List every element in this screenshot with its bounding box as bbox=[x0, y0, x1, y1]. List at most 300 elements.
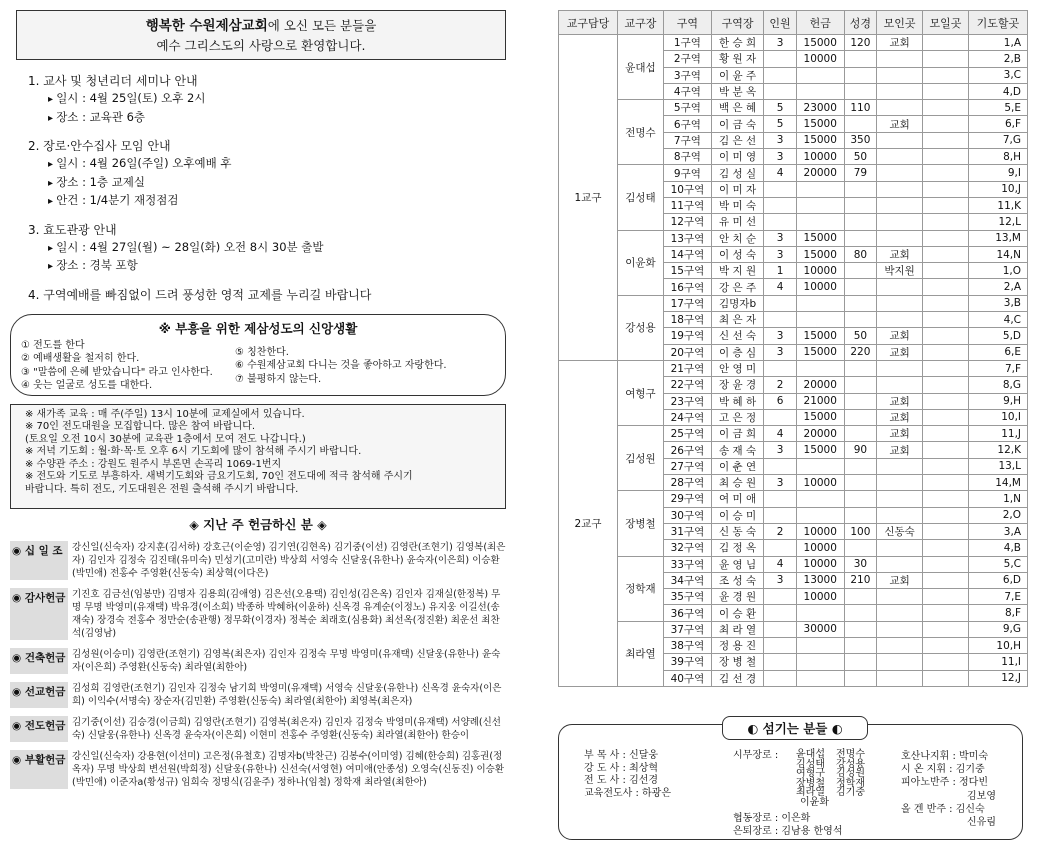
donor-category: ◉ 부활헌금 bbox=[10, 750, 68, 789]
notice-detail: ▸ 장소 : 경북 포항 bbox=[28, 257, 522, 276]
table-cell: 이 성 숙 bbox=[711, 246, 763, 262]
table-cell: 신 동 숙 bbox=[711, 523, 763, 539]
table-cell: 4,B bbox=[968, 540, 1027, 556]
table-cell: 16구역 bbox=[663, 279, 711, 295]
table-cell bbox=[923, 621, 969, 637]
table-cell: 50 bbox=[844, 328, 877, 344]
donor-row bbox=[10, 682, 506, 708]
table-cell: 13,L bbox=[968, 458, 1027, 474]
table-cell: 교회 bbox=[877, 328, 923, 344]
table-cell bbox=[923, 165, 969, 181]
table-cell bbox=[764, 605, 797, 621]
parish-leader: 윤대섭 bbox=[618, 35, 664, 100]
elder-name: 장병철 bbox=[796, 777, 825, 789]
table-cell: 이 승 환 bbox=[711, 605, 763, 621]
table-cell bbox=[796, 670, 844, 686]
table-cell: 이 승 미 bbox=[711, 507, 763, 523]
table-cell bbox=[844, 295, 877, 311]
table-row bbox=[559, 491, 1028, 507]
table-cell bbox=[844, 458, 877, 474]
table-cell: 31구역 bbox=[663, 523, 711, 539]
leader-line: 부 목 사 : 신달웅 bbox=[584, 750, 659, 761]
leader-line: 은퇴장로 : 김남용 한영석 bbox=[733, 826, 843, 837]
table-cell: 15000 bbox=[796, 132, 844, 148]
table-cell: 14구역 bbox=[663, 246, 711, 262]
table-cell: 4구역 bbox=[663, 83, 711, 99]
table-cell bbox=[923, 409, 969, 425]
leader-line: 시 온 지휘 : 김기중 bbox=[901, 764, 985, 776]
table-cell: 유 미 선 bbox=[711, 214, 763, 230]
table-cell: 15000 bbox=[796, 409, 844, 425]
table-cell: 30 bbox=[844, 556, 877, 572]
faith-left-list bbox=[21, 339, 213, 393]
table-cell bbox=[764, 654, 797, 670]
table-cell: 15000 bbox=[796, 328, 844, 344]
table-cell: 최 은 자 bbox=[711, 312, 763, 328]
table-cell: 28구역 bbox=[663, 475, 711, 491]
table-cell bbox=[844, 409, 877, 425]
table-cell bbox=[877, 654, 923, 670]
table-cell: 교회 bbox=[877, 116, 923, 132]
table-cell: 8구역 bbox=[663, 149, 711, 165]
table-cell bbox=[844, 491, 877, 507]
table-cell: 3 bbox=[764, 35, 797, 51]
table-cell: 2,A bbox=[968, 279, 1027, 295]
table-cell bbox=[877, 377, 923, 393]
table-cell bbox=[877, 100, 923, 116]
table-cell bbox=[877, 475, 923, 491]
table-cell: 50 bbox=[844, 149, 877, 165]
table-cell bbox=[877, 230, 923, 246]
table-cell: 14,N bbox=[968, 246, 1027, 262]
table-cell: 80 bbox=[844, 246, 877, 262]
notice-detail: ▸ 일시 : 4월 26일(주일) 오후예배 후 bbox=[28, 155, 522, 174]
table-cell bbox=[877, 295, 923, 311]
table-cell: 3 bbox=[764, 344, 797, 360]
table-cell bbox=[796, 637, 844, 653]
leader-line: 협동장로 : 이은화 bbox=[733, 813, 811, 824]
notice-detail: ▸ 일시 : 4월 27일(월) ~ 28일(화) 오전 8시 30분 출발 bbox=[28, 239, 522, 258]
donor-category: ◉ 건축헌금 bbox=[10, 648, 68, 674]
table-row bbox=[559, 165, 1028, 181]
table-cell: 10구역 bbox=[663, 181, 711, 197]
table-row bbox=[559, 556, 1028, 572]
table-cell bbox=[877, 491, 923, 507]
leaders-elders-extra bbox=[800, 797, 829, 810]
table-cell bbox=[796, 458, 844, 474]
table-cell: 20000 bbox=[796, 165, 844, 181]
table-cell: 5 bbox=[764, 100, 797, 116]
table-cell bbox=[764, 295, 797, 311]
column-header: 교구장 bbox=[618, 11, 664, 35]
table-cell bbox=[844, 312, 877, 328]
table-cell bbox=[844, 654, 877, 670]
table-cell: 10,I bbox=[968, 409, 1027, 425]
table-cell: 15000 bbox=[796, 344, 844, 360]
donor-names: 김기중(이선) 김승경(이금희) 김영란(조현기) 김영복(최은자) 김인자 김정숙 박영미(유재택) 서양례(신선숙) 신달웅(유한나) 신옥경 윤숙자(이은희) 이현미 전홍수 주영환(신동숙) 최라열(최한아) 한승이 bbox=[72, 716, 501, 741]
table-cell: 6 bbox=[764, 393, 797, 409]
table-cell: 22구역 bbox=[663, 377, 711, 393]
table-cell bbox=[764, 589, 797, 605]
column-header: 교구담당 bbox=[559, 11, 618, 35]
table-cell bbox=[877, 214, 923, 230]
table-cell: 2구역 bbox=[663, 51, 711, 67]
church-name: 행복한 수원제삼교회 bbox=[145, 18, 268, 34]
table-cell bbox=[877, 621, 923, 637]
table-cell: 여 미 애 bbox=[711, 491, 763, 507]
table-cell bbox=[877, 637, 923, 653]
leader-line: 올 겐 반주 : 김신숙 bbox=[901, 803, 985, 815]
table-cell: 교회 bbox=[877, 426, 923, 442]
table-cell bbox=[764, 540, 797, 556]
table-cell bbox=[877, 589, 923, 605]
table-cell bbox=[844, 475, 877, 491]
table-cell: 3 bbox=[764, 475, 797, 491]
table-cell bbox=[923, 328, 969, 344]
leaders-elders-label: 시무장로 : bbox=[733, 750, 779, 761]
table-cell bbox=[764, 181, 797, 197]
parish-leader: 김성태 bbox=[618, 165, 664, 230]
table-cell: 13000 bbox=[796, 572, 844, 588]
table-cell: 김 선 경 bbox=[711, 670, 763, 686]
table-cell: 8,H bbox=[968, 149, 1027, 165]
leaders-music bbox=[901, 750, 996, 829]
leader-line: 신유림 bbox=[967, 817, 996, 829]
table-cell bbox=[877, 197, 923, 213]
table-cell: 10,J bbox=[968, 181, 1027, 197]
table-cell bbox=[796, 214, 844, 230]
table-cell: 최 라 열 bbox=[711, 621, 763, 637]
table-cell: 27구역 bbox=[663, 458, 711, 474]
table-cell: 4,D bbox=[968, 83, 1027, 99]
table-cell: 38구역 bbox=[663, 637, 711, 653]
table-cell: 9,G bbox=[968, 621, 1027, 637]
elder-name: 김성원 bbox=[836, 768, 865, 779]
table-cell: 7,E bbox=[968, 589, 1027, 605]
table-cell: 12구역 bbox=[663, 214, 711, 230]
table-cell bbox=[923, 197, 969, 213]
parish-leader: 이윤화 bbox=[618, 230, 664, 295]
table-cell bbox=[923, 605, 969, 621]
table-cell bbox=[844, 605, 877, 621]
faith-right-list bbox=[235, 346, 447, 387]
table-cell: 25구역 bbox=[663, 426, 711, 442]
table-cell bbox=[764, 507, 797, 523]
table-cell bbox=[844, 621, 877, 637]
table-cell bbox=[844, 426, 877, 442]
donor-category: ◉ 감사헌금 bbox=[10, 588, 68, 640]
table-cell: 교회 bbox=[877, 442, 923, 458]
table-cell: 3구역 bbox=[663, 67, 711, 83]
table-row bbox=[559, 621, 1028, 637]
parish-name: 2교구 bbox=[559, 360, 618, 686]
table-cell bbox=[796, 507, 844, 523]
faith-title: ※ 부흥을 위한 제삼성도의 신앙생활 bbox=[158, 320, 358, 336]
table-cell: 한 승 희 bbox=[711, 35, 763, 51]
table-cell bbox=[764, 621, 797, 637]
table-cell: 신 선 숙 bbox=[711, 328, 763, 344]
table-cell: 10000 bbox=[796, 149, 844, 165]
table-cell bbox=[877, 67, 923, 83]
notice-title: 3. 효도관광 안내 bbox=[28, 222, 117, 237]
table-cell: 6,E bbox=[968, 344, 1027, 360]
table-cell bbox=[877, 556, 923, 572]
table-cell: 120 bbox=[844, 35, 877, 51]
table-cell bbox=[844, 230, 877, 246]
table-cell bbox=[796, 360, 844, 376]
table-cell bbox=[764, 83, 797, 99]
table-cell bbox=[877, 279, 923, 295]
table-cell: 5,D bbox=[968, 328, 1027, 344]
donor-row bbox=[10, 750, 506, 789]
table-cell: 15구역 bbox=[663, 263, 711, 279]
notice-detail: ▸ 장소 : 1층 교제실 bbox=[28, 174, 522, 193]
table-cell: 고 은 정 bbox=[711, 409, 763, 425]
table-cell: 15000 bbox=[796, 116, 844, 132]
notice-detail: ▸ 일시 : 4월 25일(토) 오후 2시 bbox=[28, 90, 522, 109]
donor-row bbox=[10, 541, 506, 580]
table-cell bbox=[844, 540, 877, 556]
table-cell: 20000 bbox=[796, 377, 844, 393]
parish-leader: 여형구 bbox=[618, 360, 664, 425]
table-cell bbox=[764, 360, 797, 376]
leaders-pastors bbox=[584, 750, 671, 800]
faith-rule: ① 전도를 한다 bbox=[21, 339, 85, 351]
table-cell: 11,I bbox=[968, 654, 1027, 670]
column-header: 모인곳 bbox=[877, 11, 923, 35]
donors-list bbox=[10, 541, 506, 789]
table-cell: 안 치 순 bbox=[711, 230, 763, 246]
donor-category: ◉ 십 일 조 bbox=[10, 541, 68, 580]
table-cell: 1구역 bbox=[663, 35, 711, 51]
table-cell bbox=[923, 51, 969, 67]
table-cell: 송 재 숙 bbox=[711, 442, 763, 458]
parish-leader: 정학재 bbox=[618, 556, 664, 621]
table-cell: 6,D bbox=[968, 572, 1027, 588]
table-cell bbox=[764, 197, 797, 213]
table-cell bbox=[796, 605, 844, 621]
table-cell: 110 bbox=[844, 100, 877, 116]
table-cell bbox=[923, 360, 969, 376]
table-cell: 9,I bbox=[968, 165, 1027, 181]
table-cell: 8,G bbox=[968, 377, 1027, 393]
table-cell: 10,H bbox=[968, 637, 1027, 653]
table-cell: 26구역 bbox=[663, 442, 711, 458]
donor-names: 김성희 김영란(조현기) 김인자 김정숙 남기희 박영미(유재택) 서영숙 신달웅(유한나) 신옥경 윤숙자(이은희) 이익수(서명숙) 장순자(김민환) 주영환(신동숙) 최라열(최한아) 최영복(최은자) bbox=[72, 682, 502, 707]
table-cell: 3 bbox=[764, 442, 797, 458]
table-cell bbox=[844, 116, 877, 132]
table-cell: 3 bbox=[764, 149, 797, 165]
table-cell bbox=[923, 312, 969, 328]
table-cell: 박 혜 하 bbox=[711, 393, 763, 409]
table-cell: 윤 영 님 bbox=[711, 556, 763, 572]
table-cell: 8,F bbox=[968, 605, 1027, 621]
table-cell bbox=[923, 670, 969, 686]
table-cell bbox=[877, 181, 923, 197]
parish-leader: 장병철 bbox=[618, 491, 664, 556]
elder-name: 전명수 bbox=[836, 749, 865, 760]
table-cell: 교회 bbox=[877, 344, 923, 360]
announcement-line: (토요일 오전 10시 30분에 교육관 1층에서 모여 전도 나갑니다.) bbox=[25, 433, 306, 445]
table-cell bbox=[844, 263, 877, 279]
table-cell bbox=[764, 67, 797, 83]
table-cell: 5,C bbox=[968, 556, 1027, 572]
elder-name: 김기중 bbox=[836, 787, 865, 798]
notice-item bbox=[28, 72, 522, 127]
parish-leader: 전명수 bbox=[618, 100, 664, 165]
column-header: 구역 bbox=[663, 11, 711, 35]
table-cell bbox=[877, 458, 923, 474]
table-cell: 4 bbox=[764, 279, 797, 295]
table-cell: 박 분 옥 bbox=[711, 83, 763, 99]
table-cell bbox=[923, 523, 969, 539]
table-cell bbox=[764, 670, 797, 686]
table-cell bbox=[844, 393, 877, 409]
table-cell: 210 bbox=[844, 572, 877, 588]
welcome-banner bbox=[16, 10, 506, 60]
notice-title: 2. 장로·안수집사 모임 안내 bbox=[28, 139, 171, 153]
table-cell: 2,B bbox=[968, 51, 1027, 67]
table-cell bbox=[923, 100, 969, 116]
leaders-title: ◐ 섬기는 분들 ◐ bbox=[722, 716, 868, 740]
table-cell bbox=[796, 83, 844, 99]
faith-life-box bbox=[10, 314, 506, 396]
table-cell bbox=[923, 507, 969, 523]
table-cell: 교회 bbox=[877, 246, 923, 262]
table-cell: 5 bbox=[764, 116, 797, 132]
table-cell bbox=[923, 572, 969, 588]
table-cell bbox=[877, 165, 923, 181]
table-cell: 20구역 bbox=[663, 344, 711, 360]
table-cell: 5,E bbox=[968, 100, 1027, 116]
table-cell bbox=[923, 393, 969, 409]
elder-name: 김성태 bbox=[796, 758, 825, 770]
table-cell: 이 미 자 bbox=[711, 181, 763, 197]
table-cell bbox=[923, 263, 969, 279]
table-cell bbox=[796, 197, 844, 213]
table-cell: 39구역 bbox=[663, 654, 711, 670]
table-cell bbox=[877, 540, 923, 556]
notice-item bbox=[28, 286, 522, 304]
table-cell: 24구역 bbox=[663, 409, 711, 425]
table-cell: 7,G bbox=[968, 132, 1027, 148]
notice-item bbox=[28, 137, 522, 211]
table-cell bbox=[877, 132, 923, 148]
table-cell: 15000 bbox=[796, 442, 844, 458]
table-cell: 이 미 영 bbox=[711, 149, 763, 165]
table-cell bbox=[764, 51, 797, 67]
announcement-line: 바랍니다. 특히 전도, 기도대원은 전원 출석해 주시기 바랍니다. bbox=[25, 483, 299, 495]
table-row bbox=[559, 230, 1028, 246]
table-cell: 박지원 bbox=[877, 263, 923, 279]
table-cell bbox=[923, 654, 969, 670]
table-cell bbox=[923, 426, 969, 442]
table-cell: 29구역 bbox=[663, 491, 711, 507]
table-cell: 3 bbox=[764, 328, 797, 344]
table-cell: 11,K bbox=[968, 197, 1027, 213]
table-cell: 7,F bbox=[968, 360, 1027, 376]
table-cell: 교회 bbox=[877, 35, 923, 51]
announcement-line: ※ 저녁 기도회 : 월·화·목·토 오후 6시 기도회에 많이 참석해 주시기 바랍니다. bbox=[25, 446, 362, 457]
table-cell bbox=[877, 312, 923, 328]
table-cell bbox=[923, 344, 969, 360]
table-cell bbox=[923, 230, 969, 246]
table-cell: 33구역 bbox=[663, 556, 711, 572]
donor-names: 강신일(신숙자) 강용현(이선미) 고은정(유철호) 김명자b(박찬근) 김봉수(이미영) 김혜(한승희) 김홍권(정옥자) 무명 박상희 변선원(박희정) 신달웅(유한나) 신선숙(서영현) 여미애(안종성) 오영숙(신동진) 이승환(박민애) 이준자a(황성규) 임희숙 정명식(김윤주) 정하나(임철) 정학재 최라열(최한아) bbox=[72, 750, 505, 788]
table-cell: 3 bbox=[764, 246, 797, 262]
table-cell bbox=[923, 149, 969, 165]
table-cell: 2,O bbox=[968, 507, 1027, 523]
table-cell bbox=[796, 312, 844, 328]
district-table-header bbox=[559, 11, 1028, 35]
notice-detail: ▸ 장소 : 교육관 6층 bbox=[28, 109, 522, 128]
right-column bbox=[558, 10, 1028, 687]
table-cell: 백 은 혜 bbox=[711, 100, 763, 116]
table-cell: 6,F bbox=[968, 116, 1027, 132]
column-header: 헌금 bbox=[796, 11, 844, 35]
leader-line: 전 도 사 : 김선경 bbox=[584, 775, 659, 787]
leader-line: 호산나지휘 : 박미숙 bbox=[901, 751, 989, 762]
table-cell: 이 금 숙 bbox=[711, 116, 763, 132]
table-cell: 36구역 bbox=[663, 605, 711, 621]
table-cell: 35구역 bbox=[663, 589, 711, 605]
table-cell bbox=[923, 589, 969, 605]
table-cell bbox=[844, 377, 877, 393]
table-cell bbox=[844, 360, 877, 376]
table-cell bbox=[923, 35, 969, 51]
donor-category: ◉ 선교헌금 bbox=[10, 682, 68, 708]
parish-leader: 김성원 bbox=[618, 426, 664, 491]
table-cell: 김 정 옥 bbox=[711, 540, 763, 556]
table-cell: 40구역 bbox=[663, 670, 711, 686]
table-cell: 220 bbox=[844, 344, 877, 360]
table-cell: 교회 bbox=[877, 393, 923, 409]
table-cell: 4 bbox=[764, 426, 797, 442]
table-cell bbox=[764, 637, 797, 653]
leader-line: 교육전도사 : 하광은 bbox=[584, 787, 672, 799]
table-cell bbox=[923, 181, 969, 197]
parish-leader: 최라열 bbox=[618, 621, 664, 686]
donors-title: ◈ 지난 주 헌금하신 분 ◈ bbox=[189, 516, 327, 532]
notices-list bbox=[28, 72, 522, 304]
table-cell bbox=[844, 51, 877, 67]
table-cell bbox=[844, 83, 877, 99]
faith-rule: ⑥ 수원제삼교회 다니는 것을 좋아하고 자랑한다. bbox=[235, 360, 447, 371]
table-cell: 3,C bbox=[968, 67, 1027, 83]
table-cell bbox=[844, 670, 877, 686]
table-cell: 11,J bbox=[968, 426, 1027, 442]
table-cell bbox=[923, 67, 969, 83]
table-cell: 10000 bbox=[796, 589, 844, 605]
table-cell bbox=[764, 409, 797, 425]
table-cell bbox=[923, 540, 969, 556]
table-cell: 9구역 bbox=[663, 165, 711, 181]
table-cell: 이 춘 연 bbox=[711, 458, 763, 474]
table-cell: 10000 bbox=[796, 523, 844, 539]
table-cell bbox=[877, 605, 923, 621]
table-cell: 14,M bbox=[968, 475, 1027, 491]
table-cell bbox=[923, 556, 969, 572]
table-cell: 3 bbox=[764, 230, 797, 246]
leader-line: 김보영 bbox=[967, 790, 996, 802]
table-cell bbox=[844, 214, 877, 230]
leader-line: 강 도 사 : 최상혁 bbox=[584, 762, 659, 774]
table-cell: 10000 bbox=[796, 556, 844, 572]
table-row bbox=[559, 426, 1028, 442]
faith-rule: ② 예배생활을 철저히 한다. bbox=[21, 353, 140, 364]
leader-line: 피아노반주 : 정다빈 bbox=[901, 777, 989, 789]
table-cell: 김명자b bbox=[711, 295, 763, 311]
